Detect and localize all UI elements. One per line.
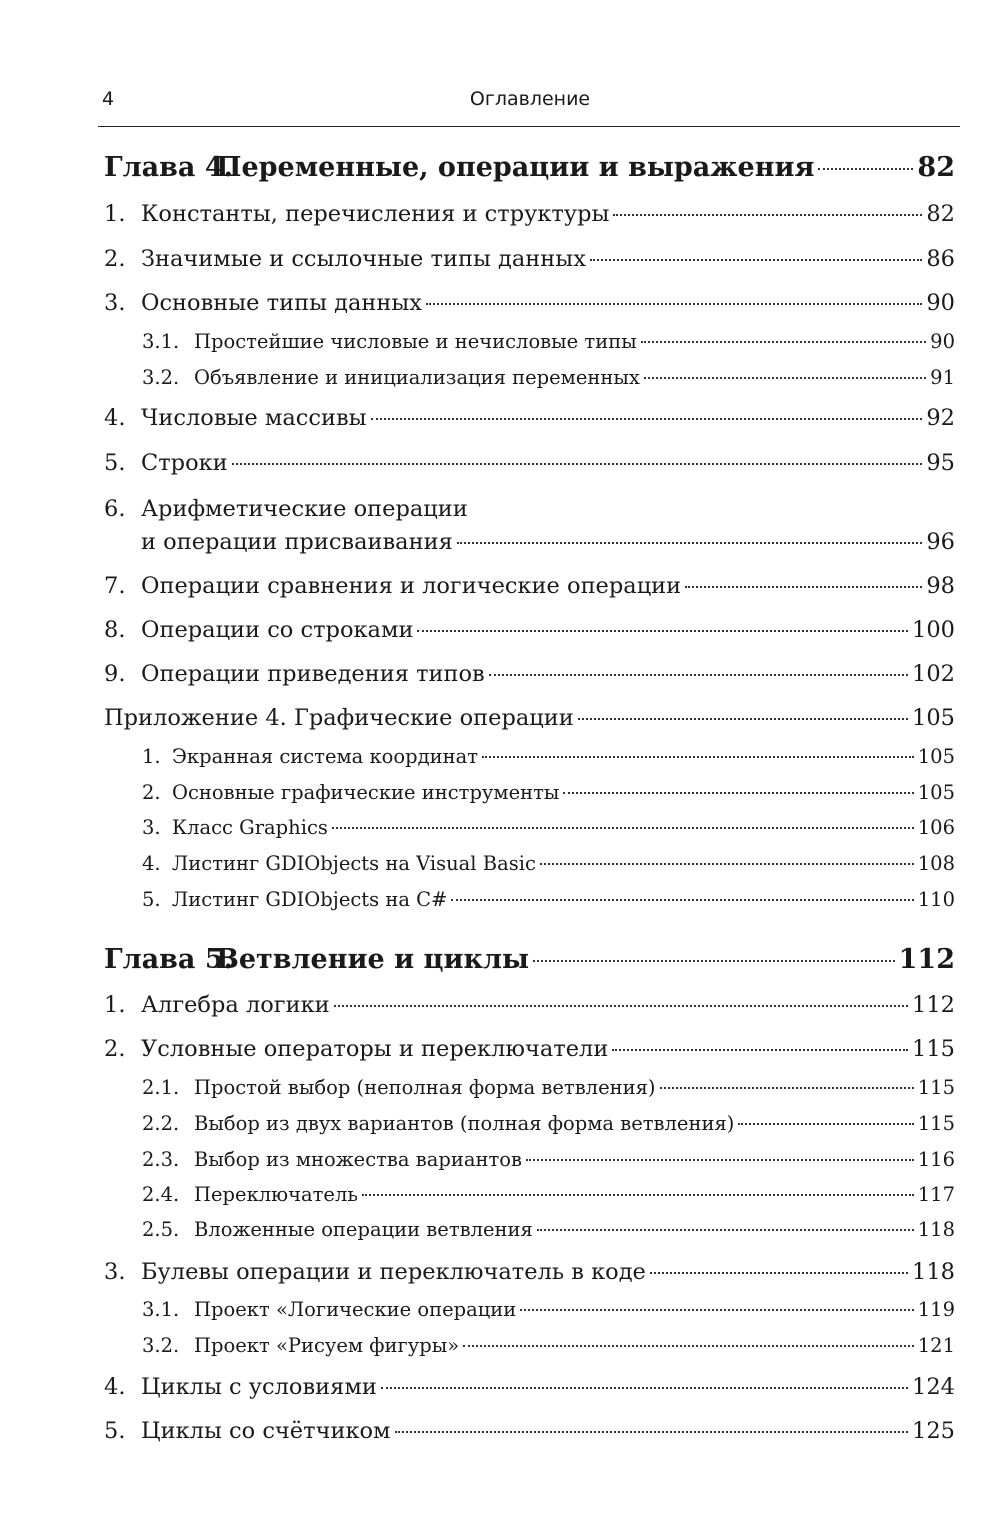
entry-number: 2.4. — [142, 1183, 180, 1206]
entry-number: 3. — [142, 816, 161, 839]
entry-page: 125 — [912, 1418, 955, 1444]
entry-title: Операции сравнения и логические операции — [141, 573, 682, 599]
entry-page: 82 — [926, 201, 955, 227]
dot-leader — [537, 1229, 914, 1231]
toc-chapter-5[interactable] — [104, 944, 955, 975]
dot-leader — [520, 1309, 913, 1311]
entry-page: 121 — [917, 1334, 955, 1357]
entry-number: 3.2. — [142, 1334, 180, 1357]
entry-page: 102 — [912, 661, 955, 687]
entry-title: Класс Graphics — [172, 816, 328, 839]
entry-title: Основные типы данных — [141, 290, 422, 316]
entry-page: 92 — [926, 405, 955, 431]
dot-leader — [371, 418, 923, 420]
toc-entry[interactable] — [104, 405, 955, 431]
dot-leader — [395, 1431, 908, 1433]
entry-page: 96 — [926, 529, 955, 555]
dot-leader — [332, 827, 914, 829]
dot-leader — [334, 1005, 908, 1007]
entry-title: Операции со строками — [141, 617, 414, 643]
entry-page: 116 — [917, 1148, 955, 1171]
toc-subentry[interactable] — [142, 1218, 955, 1241]
entry-number: 2. — [142, 781, 161, 804]
dot-leader — [650, 1272, 908, 1274]
entry-page: 91 — [930, 366, 955, 389]
toc-entry[interactable] — [104, 246, 955, 272]
entry-number: 2.2. — [142, 1112, 180, 1135]
dot-leader — [533, 960, 895, 962]
entry-page: 105 — [917, 745, 955, 768]
dot-leader — [232, 463, 923, 465]
entry-page: 118 — [917, 1218, 955, 1241]
appendix-title: Приложение 4. Графические операции — [104, 705, 574, 731]
entry-page: 117 — [917, 1183, 955, 1206]
entry-title-line1: Арифметические операции — [141, 496, 468, 522]
entry-page: 124 — [912, 1374, 955, 1400]
toc-subentry[interactable] — [142, 1076, 955, 1099]
entry-page: 118 — [912, 1259, 955, 1285]
toc-entry[interactable] — [104, 201, 955, 227]
entry-page: 95 — [926, 450, 955, 476]
dot-leader — [818, 168, 913, 170]
entry-number: 2. — [104, 1036, 126, 1062]
dot-leader — [426, 303, 922, 305]
entry-number: 3. — [104, 290, 126, 316]
entry-page: 105 — [917, 781, 955, 804]
entry-number: 3.1. — [142, 1298, 180, 1321]
entry-page: 119 — [917, 1298, 955, 1321]
toc-subentry[interactable] — [142, 1183, 955, 1206]
entry-page: 90 — [930, 330, 955, 353]
dot-leader — [613, 214, 922, 216]
entry-page: 86 — [926, 246, 955, 272]
toc-entry[interactable] — [104, 1036, 955, 1062]
toc-appendix-4[interactable] — [104, 705, 955, 731]
entry-title: Экранная система координат — [172, 745, 479, 768]
entry-number: 1. — [142, 745, 161, 768]
entry-number: 4. — [142, 852, 161, 875]
toc-appendix-item[interactable] — [142, 781, 955, 804]
entry-title: Алгебра логики — [141, 992, 330, 1018]
entry-title: Булевы операции и переключатель в коде — [141, 1259, 646, 1285]
entry-number: 1. — [104, 201, 126, 227]
toc-subentry[interactable] — [142, 330, 955, 353]
toc-appendix-item[interactable] — [142, 816, 955, 839]
toc-entry[interactable] — [104, 661, 955, 687]
toc-entry[interactable] — [104, 290, 955, 316]
entry-title: Условные операторы и переключатели — [141, 1036, 609, 1062]
chapter-title: Переменные, операции и выражения — [216, 152, 815, 183]
toc-entry-line2[interactable] — [141, 529, 955, 555]
entry-number: 5. — [142, 888, 161, 911]
entry-page: 115 — [917, 1076, 955, 1099]
entry-number: 5. — [104, 450, 126, 476]
entry-page: 115 — [912, 1036, 955, 1062]
entry-page: 98 — [926, 573, 955, 599]
entry-title: Числовые массивы — [141, 405, 367, 431]
entry-number: 3. — [104, 1259, 126, 1285]
entry-title: Строки — [141, 450, 228, 476]
chapter-number: Глава 4. — [104, 152, 234, 183]
toc-entry[interactable] — [104, 1374, 955, 1400]
entry-number: 2.1. — [142, 1076, 180, 1099]
dot-leader — [417, 630, 908, 632]
entry-number: 4. — [104, 1374, 126, 1400]
entry-page: 110 — [917, 888, 955, 911]
toc-subentry[interactable] — [142, 1112, 955, 1135]
entry-number: 4. — [104, 405, 126, 431]
entry-title-line2: и операции присваивания — [141, 529, 453, 555]
toc-entry[interactable] — [104, 617, 955, 643]
entry-title: Выбор из множества вариантов — [194, 1148, 522, 1171]
chapter-number: Глава 5. — [104, 944, 234, 975]
toc-subentry[interactable] — [142, 366, 955, 389]
entry-number: 9. — [104, 661, 126, 687]
dot-leader — [590, 259, 922, 261]
entry-title: Проект «Логические операции — [194, 1298, 517, 1321]
dot-leader — [482, 756, 914, 758]
entry-page: 115 — [917, 1112, 955, 1135]
dot-leader — [463, 1345, 914, 1347]
entry-title: Листинг GDIObjects на C# — [172, 888, 448, 911]
toc-entry[interactable] — [104, 992, 955, 1018]
toc-entry[interactable] — [104, 1418, 955, 1444]
dot-leader — [489, 674, 908, 676]
dot-leader — [641, 341, 926, 343]
toc-appendix-item[interactable] — [142, 745, 955, 768]
dot-leader — [362, 1194, 914, 1196]
entry-title: Простейшие числовые и нечисловые типы — [194, 330, 637, 353]
chapter-page: 112 — [898, 944, 955, 975]
chapter-title: Ветвление и циклы — [216, 944, 530, 975]
entry-title: Объявление и инициализация переменных — [194, 366, 640, 389]
toc-entry-line1[interactable] — [104, 496, 955, 522]
toc-subentry[interactable] — [142, 1298, 955, 1321]
dot-leader — [578, 718, 908, 720]
entry-number: 2. — [104, 246, 126, 272]
entry-number: 8. — [104, 617, 126, 643]
entry-title: Основные графические инструменты — [172, 781, 560, 804]
entry-page: 90 — [926, 290, 955, 316]
toc-entry[interactable] — [104, 573, 955, 599]
entry-number: 3.1. — [142, 330, 180, 353]
toc-chapter-4[interactable] — [104, 152, 955, 183]
dot-leader — [563, 792, 913, 794]
toc-subentry[interactable] — [142, 1334, 955, 1357]
entry-number: 6. — [104, 496, 126, 522]
entry-title: Листинг GDIObjects на Visual Basic — [172, 852, 536, 875]
chapter-page: 82 — [917, 152, 955, 183]
entry-number: 2.3. — [142, 1148, 180, 1171]
entry-title: Проект «Рисуем фигуры» — [194, 1334, 460, 1357]
dot-leader — [644, 377, 926, 379]
toc-entry[interactable] — [104, 450, 955, 476]
running-title: Оглавление — [469, 88, 591, 110]
dot-leader — [457, 542, 923, 544]
dot-leader — [738, 1123, 913, 1125]
dot-leader — [660, 1087, 914, 1089]
appendix-page: 105 — [912, 705, 955, 731]
dot-leader — [381, 1387, 908, 1389]
dot-leader — [526, 1159, 914, 1161]
dot-leader — [685, 586, 922, 588]
dot-leader — [451, 899, 913, 901]
entry-page: 112 — [912, 992, 955, 1018]
toc-appendix-item[interactable] — [142, 888, 955, 911]
entry-title: Переключатель — [194, 1183, 358, 1206]
entry-number: 2.5. — [142, 1218, 180, 1241]
entry-page: 100 — [912, 617, 955, 643]
entry-title: Простой выбор (неполная форма ветвления) — [194, 1076, 656, 1099]
page-number: 4 — [102, 88, 115, 110]
toc-subentry[interactable] — [142, 1148, 955, 1171]
toc-entry[interactable] — [104, 1259, 955, 1285]
dot-leader — [540, 863, 914, 865]
entry-number: 5. — [104, 1418, 126, 1444]
dot-leader — [612, 1049, 908, 1051]
entry-title: Операции приведения типов — [141, 661, 485, 687]
entry-page: 106 — [917, 816, 955, 839]
entry-title: Вложенные операции ветвления — [194, 1218, 533, 1241]
toc-appendix-item[interactable] — [142, 852, 955, 875]
entry-title: Выбор из двух вариантов (полная форма ветвления) — [194, 1112, 735, 1135]
entry-number: 3.2. — [142, 366, 180, 389]
entry-title: Циклы с условиями — [141, 1374, 377, 1400]
entry-title: Значимые и ссылочные типы данных — [141, 246, 586, 272]
entry-title: Циклы со счётчиком — [141, 1418, 391, 1444]
entry-number: 7. — [104, 573, 126, 599]
entry-number: 1. — [104, 992, 126, 1018]
entry-page: 108 — [917, 852, 955, 875]
entry-title: Константы, перечисления и структуры — [141, 201, 610, 227]
